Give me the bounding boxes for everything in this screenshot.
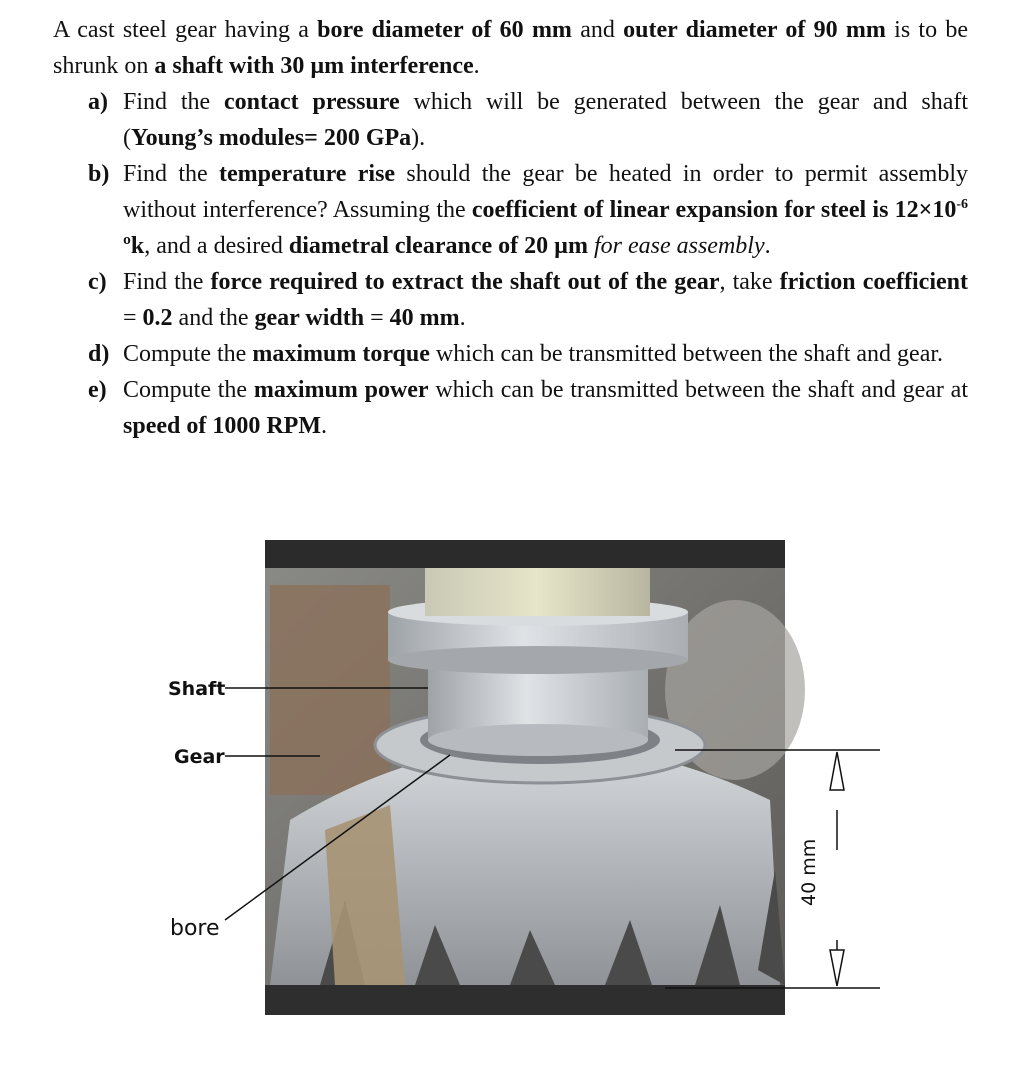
q-bold: diametral clearance of 20 µm [288,233,588,259]
question-label: b) [88,161,110,187]
question-label: e) [88,377,107,403]
q-text: ). [411,125,426,151]
q-text: Find the [123,89,225,115]
q-bold: maximum torque [252,341,430,367]
intro-bold: bore diameter of 60 mm [317,17,572,43]
shaft-top [425,568,650,616]
q-text: and the [172,305,255,331]
press-top-plate [265,540,785,568]
question-d [53,336,968,372]
shaft-lower-end [428,724,648,756]
gear-shaft-figure [160,540,890,1015]
shaft-label: Shaft [168,678,226,700]
q-text: Find the [123,161,219,187]
q-bold: maximum power [253,377,429,403]
intro-bold: outer diameter of 90 mm [623,17,886,43]
q-text: = [123,305,143,331]
q-bold: Young’s modules= 200 GPa [131,125,412,151]
q-text: which can be transmitted between the shaft and gear. [429,341,944,367]
dimension-label: 40 mm [798,835,820,910]
question-a [53,84,968,156]
intro-text: . [473,53,480,79]
shaft-collar-bottom [388,646,688,674]
gear-label: Gear [174,746,225,768]
question-label: c) [88,269,107,295]
intro-text: A cast steel gear having a [53,17,318,43]
q-bold: 0.2 [142,305,173,331]
q-bold: coefficient of linear expansion for steel is 12×10 [471,197,957,223]
q-text: Find the [123,269,211,295]
question-label: a) [88,89,108,115]
q-text: , take [719,269,780,295]
q-text: . [459,305,466,331]
question-c [53,264,968,336]
q-text: , and a desired [144,233,289,259]
q-text: which can be transmitted between the shaft and gear at [428,377,968,403]
bore-label: bore [170,916,220,941]
problem-intro [53,12,968,84]
q-text: which will be generated between the gear and shaft ( [123,89,968,151]
q-bold: 40 mm [389,305,460,331]
q-bold: temperature rise [218,161,396,187]
q-italic: for ease assembly [587,233,765,259]
q-bold: friction coefficient [779,269,968,295]
q-bold: contact pressure [224,89,400,115]
q-text: should the gear be heated in order to permit assembly without interference? Assuming the [123,161,968,223]
q-text: = [364,305,390,331]
question-label: d) [88,341,110,367]
q-text: . [320,413,327,439]
q-bold: force required to extract the shaft out of the gear [210,269,720,295]
intro-bold: a shaft with 30 µm interference [154,53,474,79]
q-text: Compute the [123,341,253,367]
q-bold: speed of 1000 RPM [123,413,321,439]
intro-text: and [571,17,624,43]
q-text: . [764,233,771,259]
q-text: Compute the [123,377,254,403]
problem-text [53,12,968,444]
dimension-arrow [830,752,844,986]
wooden-block [270,585,390,795]
press-base-plate [265,985,785,1015]
intro-text: is to be shrunk on [53,17,969,79]
q-superscript: -6 [956,197,969,212]
q-bold: gear width [254,305,365,331]
q-bold: ºk [123,233,145,259]
question-e [53,372,968,444]
gear-photo [160,540,890,1015]
question-b [53,156,968,264]
